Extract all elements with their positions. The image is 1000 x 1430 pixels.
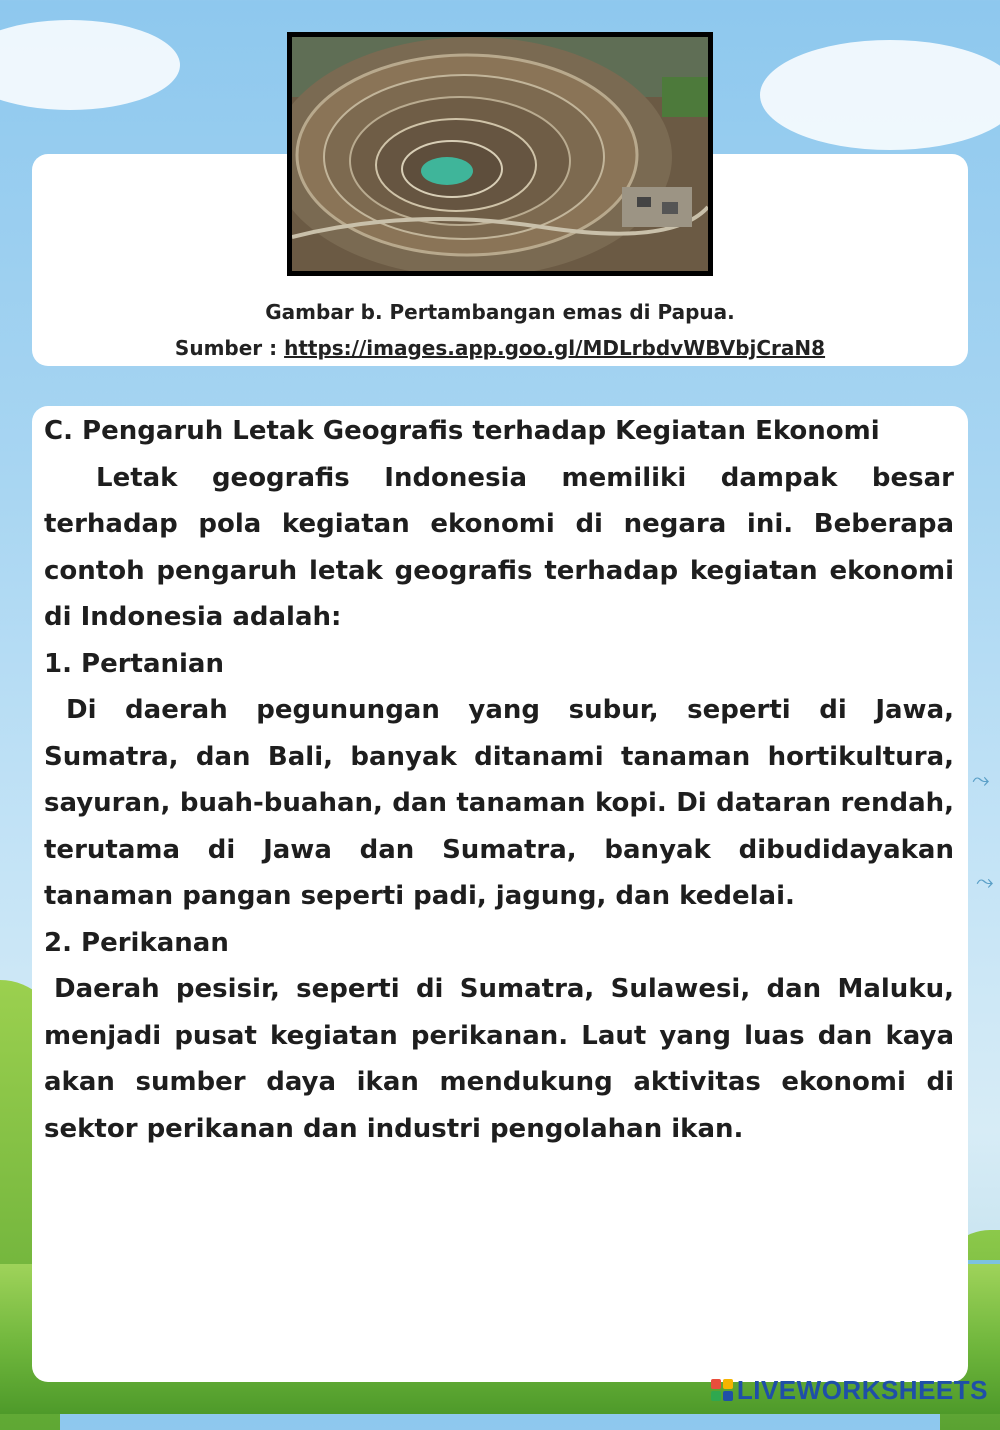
item-text-pertanian: Di daerah pegunungan yang subur, seperti di Jawa, Sumatra, dan Bali, banyak ditanami tanaman hortikultura, sayuran, buah-buahan, dan tanaman kopi. Di dataran rendah, terutama di Jawa dan Sumatra, banyak dibudidayakan tanaman pangan seperti padi, jagung, dan kedelai.: [44, 695, 954, 911]
source-link[interactable]: https://images.app.goo.gl/MDLrbdvWBVbjCraN8: [284, 336, 826, 360]
open-pit-mine-icon: [292, 37, 708, 271]
bird-icon: ⤳: [972, 768, 990, 793]
item-text-perikanan: Daerah pesisir, seperti di Sumatra, Sulawesi, dan Maluku, menjadi pusat kegiatan perikanan. Laut yang luas dan kaya akan sumber daya ikan mendukung aktivitas ekonomi di sektor perikanan dan industri pengolahan ikan.: [44, 974, 954, 1144]
logo-block: [711, 1391, 721, 1401]
figure-caption: Gambar b. Pertambangan emas di Papua.: [265, 300, 735, 324]
logo-block: [723, 1379, 733, 1389]
section-heading: C. Pengaruh Letak Geografis terhadap Kegiatan Ekonomi: [44, 416, 880, 446]
item-paragraph-pertanian: [44, 687, 954, 920]
intro-text: Letak geografis Indonesia memiliki dampak besar terhadap pola kegiatan ekonomi di negara ini. Beberapa contoh pengaruh letak geografis terhadap kegiatan ekonomi di Indonesia adalah:: [44, 462, 954, 632]
logo-text: LIVEWORKSHEETS: [736, 1374, 988, 1405]
item-paragraph-perikanan: [44, 966, 954, 1152]
cloud-decoration: [0, 20, 180, 110]
liveworksheets-logo[interactable]: [711, 1376, 988, 1404]
logo-blocks-icon: [711, 1379, 733, 1401]
item-title-perikanan: 2. Perikanan: [44, 927, 229, 958]
cloud-decoration: [760, 40, 1000, 150]
article-body: [44, 408, 954, 1152]
bird-icon: ⤳: [976, 870, 994, 895]
item-title-pertanian: 1. Pertanian: [44, 648, 224, 679]
source-label: Sumber :: [174, 336, 285, 360]
logo-block: [711, 1379, 721, 1389]
figure-source: [32, 336, 968, 360]
mine-photo: [287, 32, 713, 276]
intro-paragraph: [44, 455, 954, 641]
logo-block: [723, 1391, 733, 1401]
